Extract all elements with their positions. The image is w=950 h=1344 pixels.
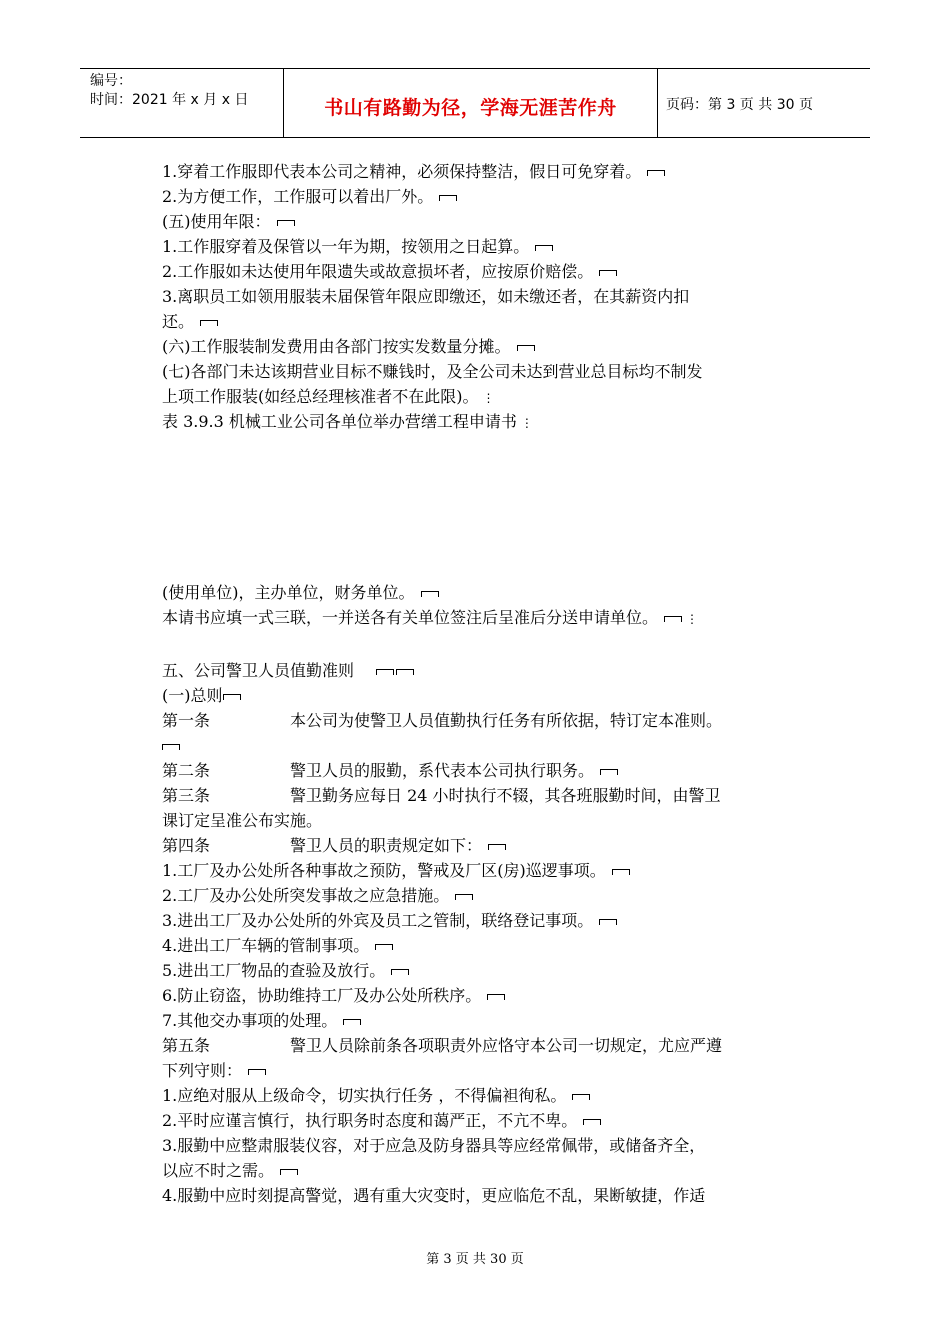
page-header xyxy=(80,68,870,138)
header-page-cell xyxy=(658,69,870,137)
header-motto: 书山有路勤为径，学海无涯苦作舟 xyxy=(324,97,617,119)
text-line: 课订定呈准公布实施。 xyxy=(162,811,323,830)
header-page-info: 页码：第 3 页 共 30 页 xyxy=(666,97,813,113)
section-heading: (一)总则 xyxy=(162,685,241,707)
text-line: 3.离职员工如领用服装未届保管年限应即缴还，如未缴还者，在其薪资内扣 xyxy=(162,287,690,306)
text-line: 以应不时之需。 xyxy=(162,1160,298,1182)
article-number: 第五条 xyxy=(162,1036,211,1055)
text-line: 1.穿着工作服即代表本公司之精神，必须保持整洁，假日可免穿着。 xyxy=(162,161,665,183)
text-line: 还。 xyxy=(162,311,218,333)
article-number: 第三条 xyxy=(162,786,211,805)
document-date: 时间：2021 年 x 月 x 日 xyxy=(90,92,249,108)
article-number: 第二条 xyxy=(162,761,211,780)
text-line: 1.工作服穿着及保管以一年为期，按领用之日起算。 xyxy=(162,236,553,258)
article-line: 第三条 警卫勤务应每日 24 小时执行不辍，其各班服勤时间，由警卫 xyxy=(162,786,721,805)
text-line: 下列守则： xyxy=(162,1060,266,1082)
chapter-heading: 五、公司警卫人员值勤准则 xyxy=(162,660,414,682)
text-line: 6.防止窃盗，协助维持工厂及办公处所秩序。 xyxy=(162,985,505,1007)
text-line: 3.服勤中应整肃服装仪容，对于应急及防身器具等应经常佩带，或储备齐全， xyxy=(162,1136,706,1155)
text-line: 7.其他交办事项的处理。 xyxy=(162,1010,361,1032)
section-heading: (六)工作服装制发费用由各部门按实发数量分摊。 xyxy=(162,336,535,358)
text-line: 4.服勤中应时刻提高警觉，遇有重大灾变时，更应临危不乱，果断敏捷，作适 xyxy=(162,1186,706,1205)
article-line: 第五条 警卫人员除前条各项职责外应恪守本公司一切规定，尤应严遵 xyxy=(162,1036,723,1055)
article-line: 第四条 警卫人员的职责规定如下： xyxy=(162,835,506,857)
text-line: 上项工作服装(如经总经理核准者不在此限)。 ⋮ xyxy=(162,387,495,406)
document-number-label: 编号： xyxy=(90,73,132,89)
article-line: 第一条 本公司为使警卫人员值勤执行任务有所依据，特订定本准则。 xyxy=(162,711,723,730)
article-number: 第四条 xyxy=(162,836,211,855)
text-line: 5.进出工厂物品的查验及放行。 xyxy=(162,960,409,982)
text-line: 1.应绝对服从上级命令，切实执行任务 ，不得偏袒徇私。 xyxy=(162,1085,590,1107)
text-line: 2.为方便工作，工作服可以着出厂外。 xyxy=(162,186,457,208)
text-line: (使用单位)，主办单位，财务单位。 xyxy=(162,582,439,604)
text-line: 2.工厂及办公处所突发事故之应急措施。 xyxy=(162,885,473,907)
page-footer: 第 3 页 共 30 页 xyxy=(426,1252,524,1267)
text-line: 2.工作服如未达使用年限遗失或故意损坏者，应按原价赔偿。 xyxy=(162,261,617,283)
text-line: 本请书应填一式三联，一并送各有关单位签注后呈准后分送申请单位。 ⋮ xyxy=(162,608,699,627)
text-line xyxy=(162,735,180,757)
header-motto-cell xyxy=(283,69,658,137)
section-heading: (七)各部门未达该期营业目标不赚钱时，及全公司未达到营业总目标均不制发 xyxy=(162,362,703,381)
article-line: 第二条 警卫人员的服勤，系代表本公司执行职务。 xyxy=(162,760,618,782)
text-line: 2.平时应谨言慎行，执行职务时态度和蔼严正，不亢不卑。 xyxy=(162,1110,601,1132)
text-line: 4.进出工厂车辆的管制事项。 xyxy=(162,935,393,957)
header-meta-cell xyxy=(80,69,283,137)
section-heading: (五)使用年限： xyxy=(162,211,295,233)
table-caption: 表 3.9.3 机械工业公司各单位举办营缮工程申请书 ⋮ xyxy=(162,412,533,431)
text-line: 3.进出工厂及办公处所的外宾及员工之管制，联络登记事项。 xyxy=(162,910,617,932)
text-line: 1.工厂及办公处所各种事故之预防，警戒及厂区(房)巡逻事项。 xyxy=(162,860,630,882)
article-number: 第一条 xyxy=(162,711,211,730)
